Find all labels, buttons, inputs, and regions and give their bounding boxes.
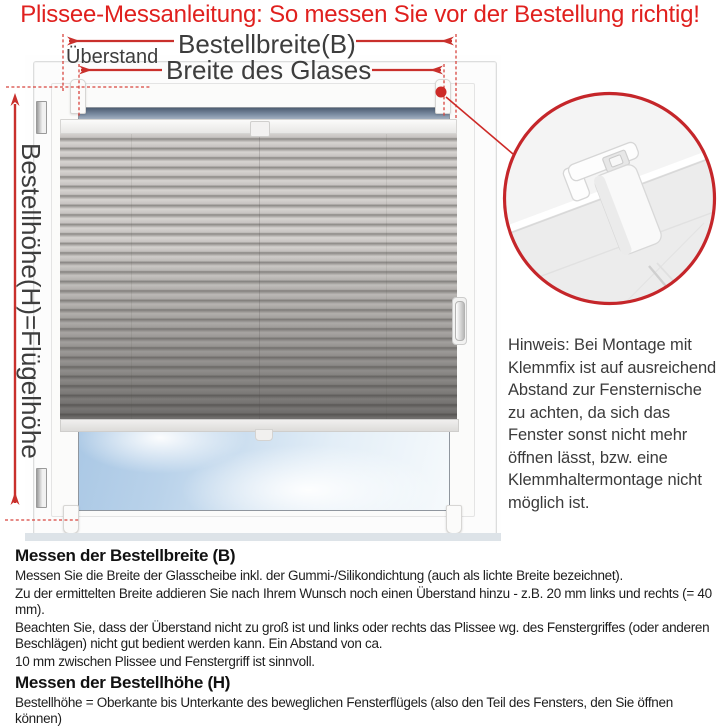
- order-width-label: Bestellbreite(B): [178, 29, 356, 59]
- window-illustration: [25, 55, 501, 543]
- blind-handle-tab: [255, 429, 273, 441]
- window-handle: [455, 301, 465, 341]
- blind-top-center-clip: [250, 121, 270, 137]
- window-sill-edge: [25, 533, 501, 541]
- blind-cord: [386, 133, 387, 419]
- blind-cord: [131, 133, 132, 419]
- detail-magnifier: [499, 88, 720, 309]
- order-height-label: Bestellhöhe(H)=Flügelhöhe: [16, 143, 46, 459]
- window-hinge-top: [36, 101, 47, 134]
- window-hinge-bottom: [36, 468, 47, 508]
- klemmfix-clamp-bottom-left-icon: [63, 505, 79, 534]
- page-title: Plissee-Messanleitung: So messen Sie vor der Bestellung richtig!: [20, 1, 700, 28]
- klemmfix-clamp-top-right-icon: [435, 79, 451, 114]
- width-paragraph-2: Zu der ermittelten Breite addieren Sie nach Ihrem Wunsch noch einen Überstand hinzu - z.B. 20 mm links und rechts (= 40 mm).: [15, 586, 712, 617]
- klemmfix-clamp-top-left-icon: [70, 79, 86, 114]
- height-paragraph-1: Bestellhöhe = Oberkante bis Unterkante des beweglichen Fensterflügels (also den Teil des Fensters, den Sie öffnen können): [15, 695, 673, 726]
- width-paragraph-1: Messen Sie die Breite der Glasscheibe inkl. der Gummi-/Silikondichtung (auch als lichte Breite bezeichnet).: [15, 568, 623, 583]
- width-paragraph-4: 10 mm zwischen Plissee und Fenstergriff ist sinnvoll.: [15, 654, 315, 669]
- klemmfix-clamp-bottom-right-icon: [446, 505, 462, 534]
- width-paragraph-3: Beachten Sie, dass der Überstand nicht zu groß ist und links oder rechts das Plissee wg. des Fenstergriffes (oder anderen Beschlägen) nicht gut bedient werden kann. Ein Abstand von ca.: [15, 620, 710, 651]
- instructions-section: [0, 543, 720, 726]
- overhang-label: Überstand: [66, 46, 159, 68]
- height-section-heading: Messen der Bestellhöhe (H): [15, 673, 231, 692]
- blind-cord: [259, 133, 260, 419]
- width-section-heading: Messen der Bestellbreite (B): [15, 546, 236, 565]
- pleated-blind: [60, 133, 457, 419]
- mounting-note: Hinweis: Bei Montage mit Klemmfix ist auf ausreichend Abstand zur Fensternische zu achten, da sich das Fenster sonst nicht mehr öffnen lässt, bzw. eine Klemmhaltermontage nicht möglich ist.: [508, 336, 717, 512]
- glass-width-label: Breite des Glases: [166, 55, 372, 85]
- blind-top-rail: [60, 119, 457, 134]
